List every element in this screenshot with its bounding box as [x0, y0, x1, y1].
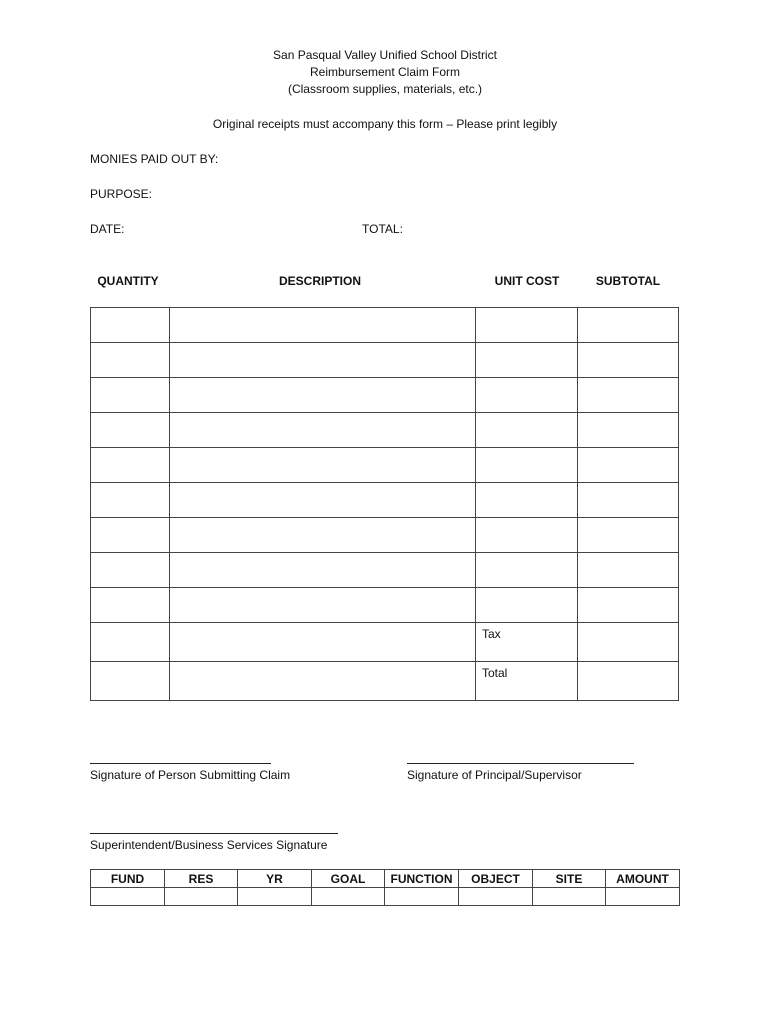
account-codes-header-row	[91, 870, 680, 888]
tax-label: Tax	[476, 623, 578, 662]
site-cell[interactable]	[533, 888, 606, 906]
description-cell[interactable]	[170, 343, 476, 378]
subtotal-cell[interactable]	[578, 308, 679, 343]
res-header: RES	[165, 870, 238, 888]
site-header: SITE	[533, 870, 606, 888]
quantity-cell[interactable]	[91, 623, 170, 662]
quantity-cell[interactable]	[91, 378, 170, 413]
total-row-label: Total	[476, 662, 578, 701]
form-subtitle: (Classroom supplies, materials, etc.)	[287, 82, 483, 96]
principal-signature-line[interactable]	[407, 763, 634, 764]
receipts-notice-text: Original receipts must accompany this form – Please print legibly	[212, 117, 558, 131]
superintendent-signature-label: Superintendent/Business Services Signature	[90, 838, 328, 852]
quantity-cell[interactable]	[91, 662, 170, 701]
unit-cost-cell[interactable]	[476, 483, 578, 518]
fund-cell[interactable]	[91, 888, 165, 906]
date-label: DATE:	[90, 222, 125, 236]
table-row	[91, 553, 679, 588]
principal-signature-label: Signature of Principal/Supervisor	[407, 768, 582, 782]
submitter-signature-label: Signature of Person Submitting Claim	[90, 768, 291, 782]
quantity-cell[interactable]	[91, 553, 170, 588]
description-cell[interactable]	[170, 378, 476, 413]
unit-cost-cell[interactable]	[476, 378, 578, 413]
goal-header: GOAL	[312, 870, 385, 888]
table-row	[91, 308, 679, 343]
unit-cost-cell[interactable]	[476, 553, 578, 588]
subtotal-cell[interactable]	[578, 553, 679, 588]
quantity-cell[interactable]	[91, 343, 170, 378]
yr-header: YR	[238, 870, 312, 888]
description-cell[interactable]	[170, 308, 476, 343]
total-row	[91, 662, 679, 701]
subtotal-header: SUBTOTAL	[595, 274, 661, 288]
unit-cost-cell[interactable]	[476, 343, 578, 378]
description-cell[interactable]	[170, 483, 476, 518]
subtotal-cell[interactable]	[578, 518, 679, 553]
fund-header: FUND	[91, 870, 165, 888]
res-cell[interactable]	[165, 888, 238, 906]
subtotal-cell[interactable]	[578, 413, 679, 448]
description-cell[interactable]	[170, 588, 476, 623]
quantity-cell[interactable]	[91, 483, 170, 518]
quantity-header: QUANTITY	[97, 274, 159, 288]
account-codes-table	[90, 869, 680, 906]
quantity-cell[interactable]	[91, 518, 170, 553]
unit-cost-cell[interactable]	[476, 308, 578, 343]
object-header: OBJECT	[459, 870, 533, 888]
quantity-cell[interactable]	[91, 448, 170, 483]
function-cell[interactable]	[385, 888, 459, 906]
quantity-cell[interactable]	[91, 308, 170, 343]
account-codes-entry-row	[91, 888, 680, 906]
subtotal-cell[interactable]	[578, 483, 679, 518]
table-row	[91, 378, 679, 413]
total-amount-cell[interactable]	[578, 662, 679, 701]
unit-cost-cell[interactable]	[476, 413, 578, 448]
table-row	[91, 448, 679, 483]
superintendent-signature-line[interactable]	[90, 833, 338, 834]
unit-cost-header: UNIT COST	[494, 274, 560, 288]
table-row	[91, 343, 679, 378]
description-cell[interactable]	[170, 448, 476, 483]
amount-header: AMOUNT	[606, 870, 680, 888]
purpose-label: PURPOSE:	[90, 187, 153, 201]
subtotal-cell[interactable]	[578, 343, 679, 378]
quantity-cell[interactable]	[91, 588, 170, 623]
tax-row	[91, 623, 679, 662]
submitter-signature-line[interactable]	[90, 763, 271, 764]
subtotal-cell[interactable]	[578, 588, 679, 623]
quantity-cell[interactable]	[91, 413, 170, 448]
total-label: TOTAL:	[362, 222, 403, 236]
table-row	[91, 483, 679, 518]
items-table	[90, 307, 679, 701]
description-cell[interactable]	[170, 413, 476, 448]
goal-cell[interactable]	[312, 888, 385, 906]
form-header	[0, 47, 770, 98]
subtotal-cell[interactable]	[578, 378, 679, 413]
unit-cost-cell[interactable]	[476, 518, 578, 553]
description-cell[interactable]	[170, 553, 476, 588]
table-row	[91, 518, 679, 553]
form-title: Reimbursement Claim Form	[309, 65, 461, 79]
object-cell[interactable]	[459, 888, 533, 906]
table-row	[91, 588, 679, 623]
function-header: FUNCTION	[385, 870, 459, 888]
unit-cost-cell[interactable]	[476, 588, 578, 623]
description-cell[interactable]	[170, 623, 476, 662]
tax-amount-cell[interactable]	[578, 623, 679, 662]
subtotal-cell[interactable]	[578, 448, 679, 483]
monies-paid-out-by-label: MONIES PAID OUT BY:	[90, 152, 219, 166]
table-row	[91, 413, 679, 448]
district-name: San Pasqual Valley Unified School District	[273, 48, 497, 62]
receipts-notice	[0, 116, 770, 133]
description-header: DESCRIPTION	[278, 274, 361, 288]
amount-cell[interactable]	[606, 888, 680, 906]
description-cell[interactable]	[170, 518, 476, 553]
unit-cost-cell[interactable]	[476, 448, 578, 483]
description-cell[interactable]	[170, 662, 476, 701]
yr-cell[interactable]	[238, 888, 312, 906]
